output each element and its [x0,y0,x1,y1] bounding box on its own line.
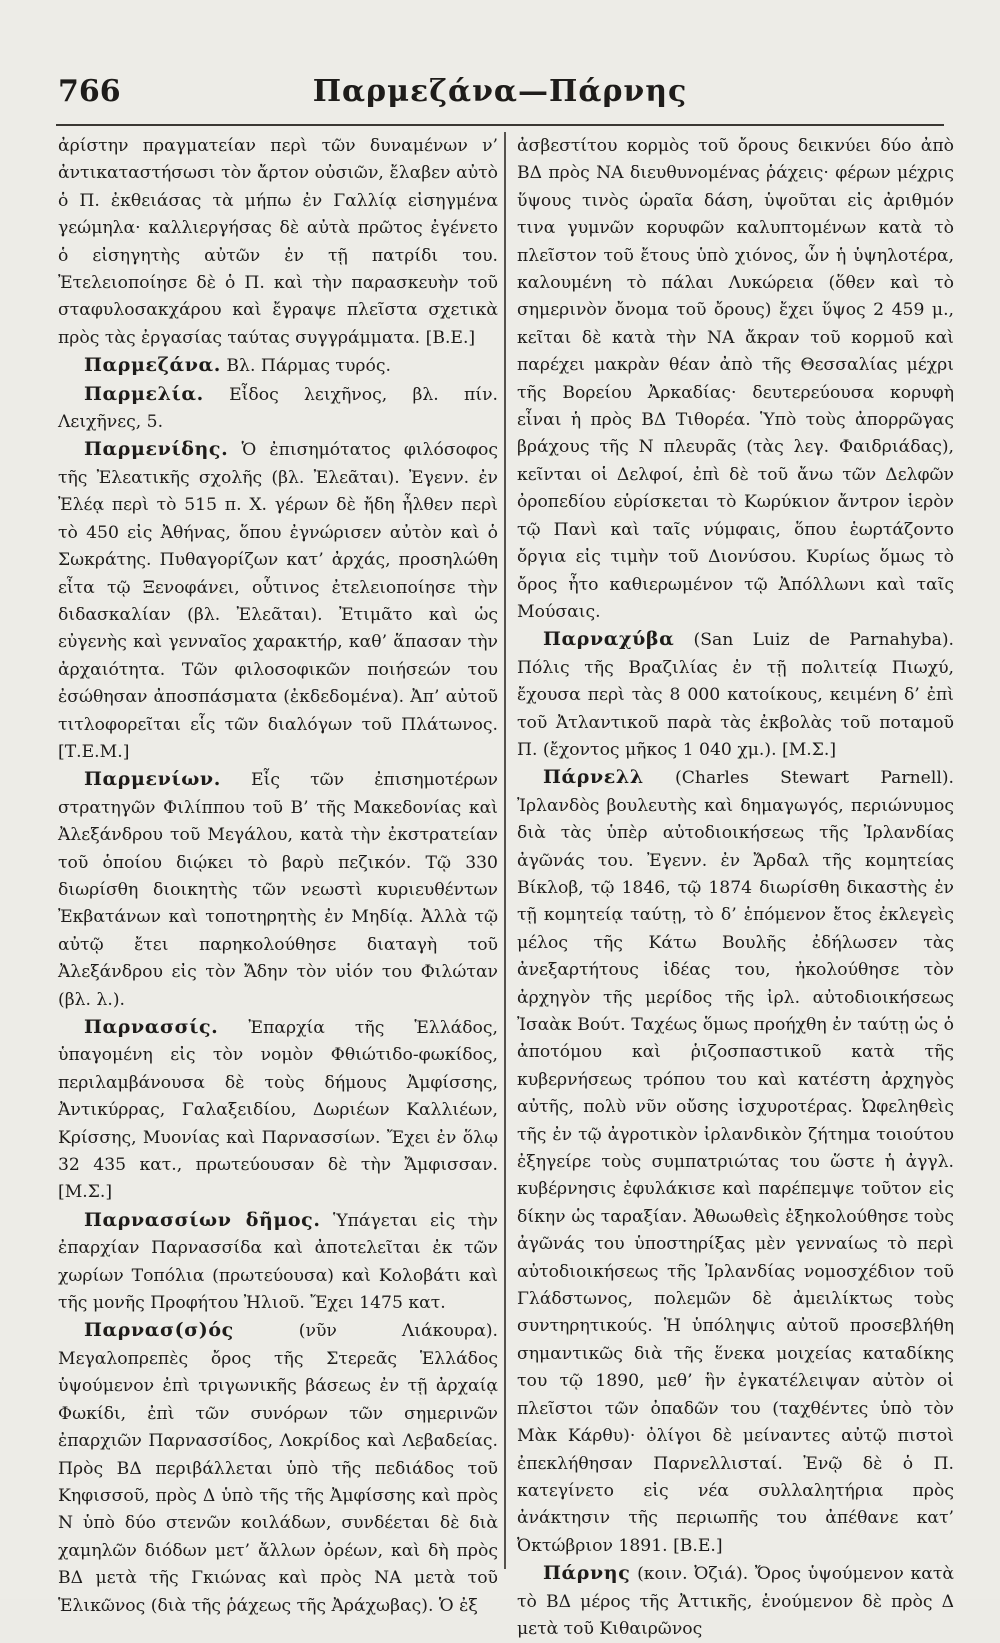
entry [58,766,498,1014]
page-header [56,74,944,114]
entry-headword: Παρνασσίων δῆμος. [84,1208,321,1231]
entry-text: Ὁ ἐπισημότατος φιλόσοφος τῆς Ἐλεατικῆς σχολῆς (βλ. Ἐλεᾶται). Ἐγενν. ἐν Ἐλέᾳ περὶ τὸ 515 π. Χ. γέρων δὲ ἤδη ἦλθεν περὶ τὸ 450 εἰς Ἀθήνας, ὅπου ἐγνώρισεν αὐτὸν καὶ ὁ Σωκράτης. Πυθαγορίζων κατ’ ἀρχάς, προσηλώθη εἶτα τῷ Ξενοφάνει, οὗτινος ἐτελειοποίησε τὴν διδασκαλίαν (βλ. Ἐλεᾶται). Ἐτιμᾶτο καὶ ὡς εὐγενὴς καὶ γενναῖος χαρακτήρ, καθ’ ἅπασαν τὴν ἀρχαιότητα. Τῶν φιλοσοφικῶν ποιήσεών του ἐσώθησαν ἀποσπάσματα (ἐκδεδομένα). Ἀπ’ αὐτοῦ τιτλοφορεῖται εἷς τῶν διαλόγων τοῦ Πλάτωνος. [Τ.Ε.Μ.] [58,440,498,762]
column-divider [504,132,506,1569]
entry-headword: Παρμενίων. [84,768,221,791]
entry [517,132,954,626]
entry-text: Ὑπάγεται εἰς τὴν ἐπαρχίαν Παρνασσίδα καὶ ἀποτελεῖται ἐκ τῶν χωρίων Τοπόλια (πρωτεύουσα) καὶ Κολοβάτι καὶ τῆς μονῆς Προφήτου Ἠλιοῦ. Ἔχει 1475 κατ. [58,1210,498,1314]
entry-headword: Παρμενίδης. [84,438,229,461]
entry [58,1207,498,1318]
entry-headword: Παρμελία. [84,382,204,405]
entry-text: (San Luiz de Parnahyba). Πόλις τῆς Βραζιλίας ἐν τῇ πολιτείᾳ Πιωχύ, ἔχουσα περὶ τὰς 8 000 κατοίκους, κειμένη δ’ ἐπὶ τοῦ Ἀτλαντικοῦ παρὰ τὰς ἐκβολὰς τοῦ ποταμοῦ Π. (ἔχοντος μῆκος 1 040 χμ.). [Μ.Σ.] [517,630,954,760]
header-rule [56,124,944,126]
entry [58,381,498,437]
entry [58,436,498,766]
entry-headword: Παρνασσίς. [84,1016,219,1038]
entry-text: Βλ. Πάρμας τυρός. [220,356,391,377]
entry-text: Εἶδος λειχῆνος, βλ. πίν. Λειχῆνες, 5. [58,384,498,433]
entry [58,1014,498,1207]
entry-headword: Παρναχύβα [543,628,675,651]
entry [517,1560,954,1643]
entry-text: Εἷς τῶν ἐπισημοτέρων στρατηγῶν Φιλίππου τοῦ Β’ τῆς Μακεδονίας καὶ Ἀλεξάνδρου τοῦ Μεγάλου, κατὰ τὴν ἐκστρατείαν τοῦ ὁποίου διῴκει τὸ βαρὺ πεζικόν. Τῷ 330 διωρίσθη διοικητὴς τῶν νεωστὶ κυριευθέντων Ἐκβατάνων καὶ τοποτηρητὴς ἐν Μηδίᾳ. Ἀλλὰ τῷ αὐτῷ ἔτει παρηκολούθησε διαταγὴ τοῦ Ἀλεξάνδρου εἰς τὸν Ἄδην τὸν υἱόν του Φιλώταν (βλ. λ.). [58,770,498,1010]
entry-text: ἀρίστην πραγματείαν περὶ τῶν δυναμένων ν’ ἀντικαταστήσωσι τὸν ἄρτον οὐσιῶν, ἔλαβεν αὐτὸ ὁ Π. ἐκθειάσας τὰ μήπω ἐν Γαλλίᾳ εἰσηγμένα γεώμηλα· καλλιεργήσας δὲ αὐτὰ πρῶτος ἐγένετο ὁ εἰσηγητὴς αὐτῶν ἐν τῇ πατρίδι του. Ἐτελειοποίησε δὲ ὁ Π. καὶ τὴν παρασκευὴν τοῦ σταφυλοσακχάρου καὶ ἔγραψε πλεῖστα σχετικὰ πρὸς τὰς ἐργασίας ταύτας συγγράμματα. [Β.Ε.] [58,136,498,348]
entry-text: (κοιν. Ὀζιά). Ὄρος ὑψούμενον κατὰ τὸ ΒΔ μέρος τῆς Ἀττικῆς, ἑνούμενον δὲ πρὸς Δ μετὰ τοῦ Κιθαιρῶνος [517,1564,954,1639]
entry [517,764,954,1560]
entry-headword: Παρμεζάνα. [84,354,221,377]
running-title: Παρμεζάνα—Πάρνης [312,74,688,109]
entry-text: (Charles Stewart Parnell). Ἰρλανδὸς βουλευτὴς καὶ δημαγωγός, περιώνυμος διὰ τὰς ὑπὲρ αὐτοδιοικήσεως τῆς Ἰρλανδίας ἀγῶνάς του. Ἐγενν. ἐν Ἄρδαλ τῆς κομητείας Βίκλοβ, τῷ 1846, τῷ 1874 διωρίσθη δικαστὴς ἐν τῇ κομητείᾳ ταύτῃ, τὸ δ’ ἑπόμενον ἔτος ἐκλεγεὶς μέλος τῆς Κάτω Βουλῆς ἐδήλωσεν τὰς ἀνεξαρτήτους ἰδέας του, ἠκολούθησε τὸν ἀρχηγὸν τῆς μερίδος τῆς ἰρλ. αὐτοδιοικήσεως Ἰσαὰκ Βούτ. Ταχέως ὅμως προήχθη ἐν ταύτῃ ὡς ὁ ἀποτόμου καὶ ῥιζοσπαστικοῦ κατὰ τῆς κυβερνήσεως τρόπου του καὶ κατέστη ἀρχηγὸς αὐτῆς, πολὺ νῦν οὔσης ἰσχυροτέρας. Ὠφεληθεὶς τῆς ἐν τῷ ἀγροτικὸν ἰρλανδικὸν ζήτημα τοιούτου ἐξηγείρε τοὺς συμπατριώτας του ὥστε ἡ ἀγγλ. κυβέρνησις ἐφυλάκισε καὶ παρέπεμψε τοῦτον εἰς δίκην ὡς ταραξίαν. Ἀθωωθεὶς ἐξηκολούθησε τοὺς ἀγῶνάς του ὑποστηρίξας μὲν γενναίως τὸ περὶ αὐτοδιοικήσεως τῆς Ἰρλανδίας νομοσχέδιον τοῦ Γλάδστωνος, πολεμῶν δὲ ἀμειλίκτως τοὺς συντηρητικούς. Ἡ ὑπόληψις αὐτοῦ προσεβλήθη σημαντικῶς διὰ τῆς ἕνεκα μοιχείας καταδίκης του τῷ 1890, μεθ’ ἣν ἐγκατέλειψαν αὐτὸν οἱ πλεῖστοι τῶν ὀπαδῶν του (ταχθέντες ὑπὸ τὸν Μὰκ Κάρθυ)· ὀλίγοι δὲ μείναντες αὐτῷ πιστοὶ ἐπεκλήθησαν Παρνελλισταί. Ἐνῷ δὲ ὁ Π. κατεγίνετο εἰς νέα συλλαλητήρια πρὸς ἀνάκτησιν τῆς περιωπῆς του ἀπέθανε κατ’ Ὀκτώβριον 1891. [Β.Ε.] [517,768,954,1556]
right-column [517,132,954,1643]
entry-text: (νῦν Λιάκουρα). Μεγαλοπρεπὲς ὄρος τῆς Στερεᾶς Ἑλλάδος ὑψούμενον ἐπὶ τριγωνικῆς βάσεως ἐν τῇ ἀρχαίᾳ Φωκίδι, ἐπὶ τῶν συνόρων τῶν σημερινῶν ἐπαρχιῶν Παρνασσίδος, Λοκρίδος καὶ Λεβαδείας. Πρὸς ΒΔ περιβάλλεται ὑπὸ τῆς πεδιάδος τοῦ Κηφισσοῦ, πρὸς Δ ὑπὸ τῆς τῆς Ἀμφίσσης καὶ πρὸς Ν ὑπὸ δύο στενῶν κοιλάδων, συνδέεται δὲ διὰ χαμηλῶν διόδων μετ’ ἄλλων ὀρέων, καὶ δὴ πρὸς ΒΔ μετὰ τῆς Γκιώνας καὶ πρὸς ΝΑ μετὰ τοῦ Ἑλικῶνος (διὰ τῆς ῥάχεως τῆς Ἀράχωβας). Ὁ ἐξ [58,1321,498,1616]
entry-text: ἀσβεστίτου κορμὸς τοῦ ὄρους δεικνύει δύο ἀπὸ ΒΔ πρὸς ΝΑ διευθυνομένας ῥάχεις· φέρων μέχρις ὕψους τινὸς ὡραῖα δάση, ὑψοῦται εἰς ἀριθμόν τινα γυμνῶν κορυφῶν καλυπτομένων κατὰ τὸ πλεῖστον τοῦ ἔτους ὑπὸ χιόνος, ὧν ἡ ὑψηλοτέρα, καλουμένη τὸ πάλαι Λυκώρεια (ὅθεν καὶ τὸ σημερινὸν ὄνομα τοῦ ὄρους) ἔχει ὕψος 2 459 μ., κεῖται δὲ κατὰ τὴν ΝΑ ἄκραν τοῦ κορμοῦ καὶ παρέχει μακρὰν θέαν ἀπὸ τῆς Θεσσαλίας μέχρι τῆς Βορείου Ἀρκαδίας· δευτερεύουσα κορυφὴ εἶναι ἡ πρὸς ΒΔ Τιθορέα. Ὑπὸ τοὺς ἀπορρῶγας βράχους τῆς Ν πλευρᾶς (τὰς λεγ. Φαιδριάδας), κεῖνται οἱ Δελφοί, ἐπὶ δὲ τοῦ ἄνω τῶν Δελφῶν ὀροπεδίου εὑρίσκεται τὸ Κωρύκιον ἄντρον ἱερὸν τῷ Πανὶ καὶ ταῖς νύμφαις, ὅπου ἑωρτάζοντο ὄργια εἰς τιμὴν τοῦ Διονύσου. Κυρίως ὅμως τὸ ὄρος ἦτο καθιερωμένον τῷ Ἀπόλλωνι καὶ ταῖς Μούσαις. [517,136,954,622]
entry [58,352,498,380]
entry-headword: Πάρνελλ [543,766,644,789]
entry [517,626,954,764]
page-number: 766 [58,74,121,109]
entry [58,1317,498,1619]
entry-headword: Παρνασ(σ)ός [84,1319,234,1342]
entry-text: Ἐπαρχία τῆς Ἑλλάδος, ὑπαγομένη εἰς τὸν νομὸν Φθιώτιδο-φωκίδος, περιλαμβάνουσα δὲ τοὺς δήμους Ἀμφίσσης, Ἀντικύρρας, Γαλαξειδίου, Δωριέων Καλλιέων, Κρίσσης, Μυονίας καὶ Παρνασσίων. Ἔχει ἐν ὅλῳ 32 435 κατ., πρωτεύουσαν δὲ τὴν Ἄμφισσαν. [Μ.Σ.] [58,1018,498,1203]
entry [58,132,498,352]
left-column [58,132,498,1620]
entry-headword: Πάρνης [543,1562,631,1585]
